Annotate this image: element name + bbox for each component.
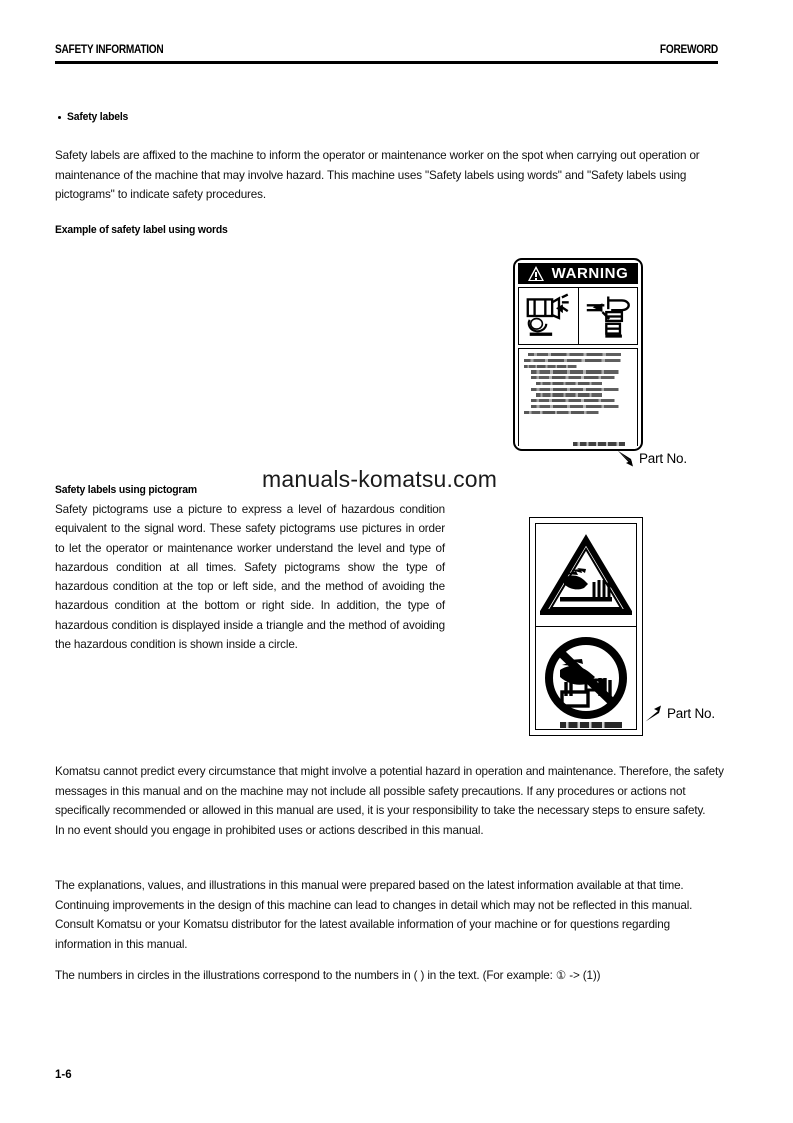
machine-tipping-hazard-icon (519, 288, 578, 344)
callout-arrow-icon (617, 450, 637, 467)
pictogram-paragraph: Safety pictograms use a picture to express a level of hazardous condition equivalent to the signal word. These safety pictograms use pictures in order to let the operator or maintenance worker understand the level and type of hazardous condition at all times. Safety pictograms show the type of hazardous condition at the top or left side, and the method of avoiding the hazardous condition at the bottom or right side. In addition, the type of hazardous condition is displayed inside a triangle and the method of avoiding the hazardous condition is shown inside a circle. (55, 503, 445, 652)
warning-signal-bar (518, 263, 638, 284)
example-words-heading: Example of safety label using words (55, 224, 228, 236)
running-head-left: SAFETY INFORMATION (55, 44, 164, 56)
closing-paragraph-1b-text: In no event should you engage in prohibited uses or actions described in this manual. (55, 823, 484, 837)
closing-paragraph-1-text: Komatsu cannot predict every circumstance that might involve a potential hazard in operation and maintenance. Therefore, the safety messages in this manual and on the machine may not include all possible safety precautions. If any procedures or actions not specifically recommended or allowed in this manual are used, it is your responsibility to take the necessary steps to ensure safety. (55, 765, 724, 817)
callout-arrow-icon (645, 705, 665, 722)
running-head-right: FOREWORD (659, 44, 718, 56)
bullet-dot-icon (58, 116, 61, 119)
warning-label-illustration (513, 258, 643, 451)
pictogram-label-part-number (560, 722, 622, 728)
pictogram-label-illustration (529, 517, 643, 736)
pictogram-heading: Safety labels using pictogram (55, 484, 197, 496)
intro-paragraph: Safety labels are affixed to the machine to inform the operator or maintenance worker on the spot when carrying out operation or maintenance of the machine that may involve hazard. This machine uses "Safety labels using words" and "Safety labels using pictograms" to indicate safety procedures. (55, 149, 700, 201)
closing-paragraph-2: The explanations, values, and illustrations in this manual were prepared based on the latest information available at that time. Continuing improvements in the design of this machine can lead to changes in detail which may not be reflected in this manual. Consult Komatsu or your Komatsu distributor for the latest available information of your machine or for questions regarding information in this manual. (55, 879, 693, 951)
safety-labels-heading-label: Safety labels (67, 111, 129, 123)
warning-label-body-text (518, 348, 638, 446)
closing-paragraph-3: The numbers in circles in the illustrations correspond to the numbers in ( ) in the text. (For example: ① -> (1)) (55, 969, 601, 982)
part-no-label-pictogram: Part No. (667, 706, 715, 721)
warning-triangle-icon (528, 266, 545, 281)
page-number: 1-6 (55, 1069, 72, 1081)
part-no-callout-words (617, 450, 687, 467)
warning-signal-word: WARNING (551, 265, 629, 282)
no-hand-near-fan-prohibition-icon (536, 627, 636, 729)
warning-pictogram-row (518, 287, 638, 345)
running-head (55, 44, 718, 56)
crush-hazard-icon (578, 288, 638, 344)
running-head-rule (55, 61, 718, 64)
site-watermark: manuals-komatsu.com (262, 466, 498, 492)
closing-paragraph-1 (55, 762, 725, 840)
warning-label-part-number (573, 442, 625, 447)
rotating-fan-hand-hazard-triangle-icon (536, 524, 636, 627)
part-no-callout-pictogram (645, 705, 715, 722)
safety-labels-heading (58, 111, 133, 123)
part-no-label-words: Part No. (639, 451, 687, 466)
